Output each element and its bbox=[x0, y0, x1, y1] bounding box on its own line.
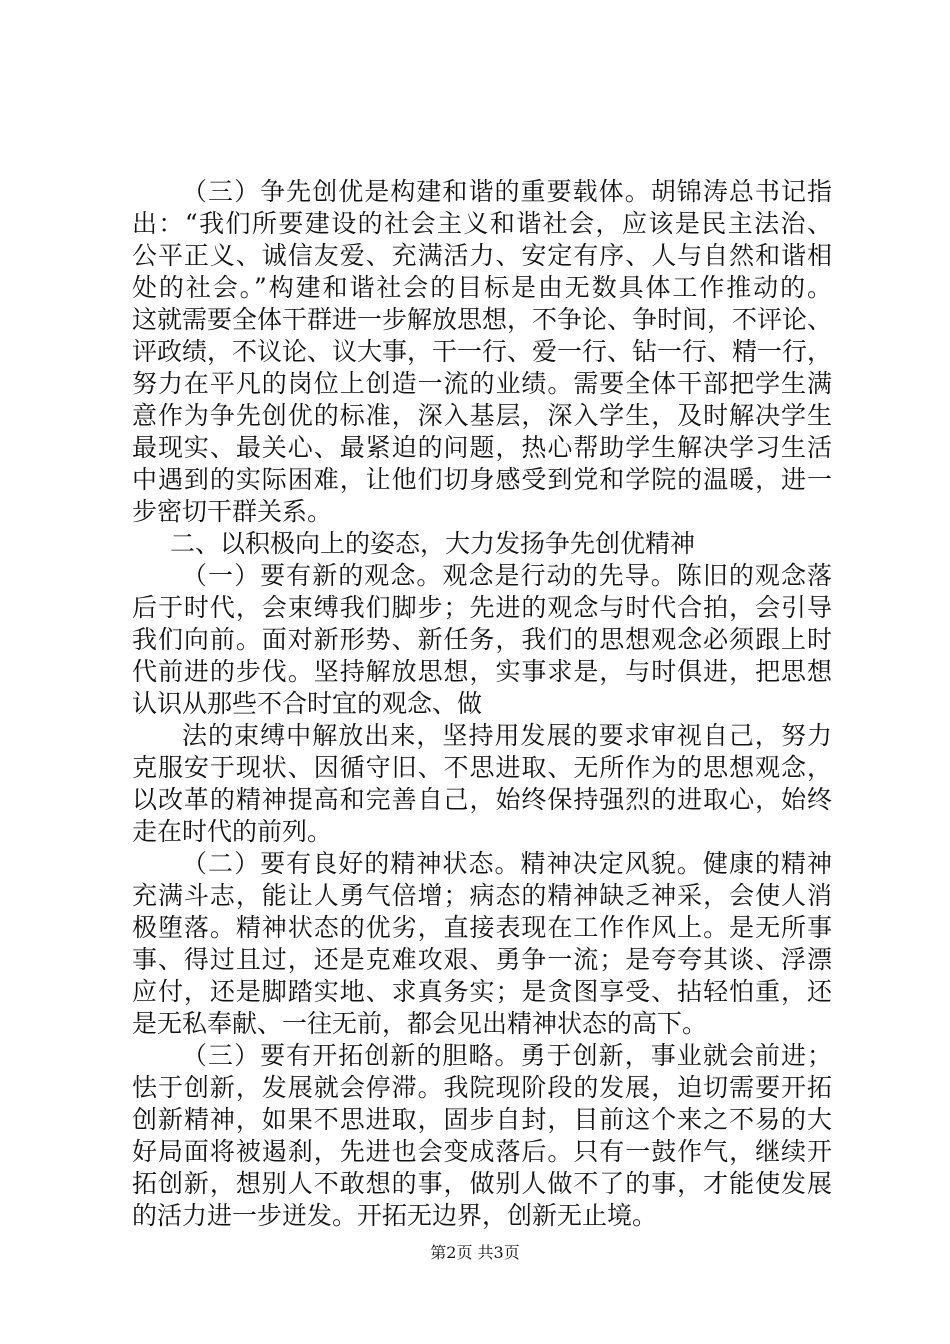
text-line: 处的社会。”构建和谐社会的目标是由无数具体工作推动的。 bbox=[132, 273, 832, 302]
text-line: 意作为争先创优的标准，深入基层，深入学生，及时解决学生 bbox=[132, 401, 832, 430]
text-line: （二）要有良好的精神状态。精神决定风貌。健康的精神 bbox=[182, 849, 832, 878]
text-line: 创新精神，如果不思进取，固步自封，目前这个来之不易的大 bbox=[132, 1105, 832, 1134]
text-line: 法的束缚中解放出来，坚持用发展的要求审视自己，努力 bbox=[182, 721, 832, 750]
text-line: 这就需要全体干群进一步解放思想，不争论、争时间，不评论、 bbox=[132, 305, 833, 334]
text-line: 克服安于现状、因循守旧、不思进取、无所作为的思想观念， bbox=[132, 753, 832, 782]
text-line: 好局面将被遏刹，先进也会变成落后。只有一鼓作气，继续开 bbox=[132, 1137, 832, 1166]
text-line: 最现实、最关心、最紧迫的问题，热心帮助学生解决学习生活 bbox=[132, 433, 832, 462]
text-line: 后于时代，会束缚我们脚步；先进的观念与时代合拍，会引导 bbox=[132, 593, 832, 622]
text-line: 应付，还是脚踏实地、求真务实；是贪图享受、拈轻怕重，还 bbox=[132, 977, 832, 1006]
text-line: 以改革的精神提高和完善自己，始终保持强烈的进取心，始终 bbox=[132, 785, 832, 814]
text-line: 充满斗志，能让人勇气倍增；病态的精神缺乏神采，会使人消 bbox=[132, 881, 832, 910]
text-line: 出：“我们所要建设的社会主义和谐社会，应该是民主法治、 bbox=[132, 209, 832, 238]
text-line: 事、得过且过，还是克难攻艰、勇争一流；是夸夸其谈、浮漂 bbox=[132, 945, 832, 974]
text-line: 代前进的步伐。坚持解放思想，实事求是，与时俱进，把思想 bbox=[132, 657, 832, 686]
text-line: 拓创新，想别人不敢想的事，做别人做不了的事，才能使发展 bbox=[132, 1169, 832, 1198]
page-number-footer: 第2页 共3页 bbox=[430, 1243, 520, 1262]
text-line: 公平正义、诚信友爱、充满活力、安定有序、人与自然和谐相 bbox=[132, 241, 832, 270]
text-line: 二、以积极向上的姿态，大力发扬争先创优精神 bbox=[170, 529, 696, 558]
text-line: 评政绩，不议论、议大事，干一行、爱一行、钻一行、精一行， bbox=[132, 337, 833, 366]
text-line: 怯于创新，发展就会停滞。我院现阶段的发展，迫切需要开拓 bbox=[132, 1073, 832, 1102]
text-line: （一）要有新的观念。观念是行动的先导。陈旧的观念落 bbox=[182, 561, 832, 590]
text-line: 中遇到的实际困难，让他们切身感受到党和学院的温暖，进一 bbox=[132, 465, 832, 494]
text-line: 认识从那些不合时宜的观念、做 bbox=[132, 689, 483, 718]
text-line: 极堕落。精神状态的优劣，直接表现在工作作风上。是无所事 bbox=[132, 913, 832, 942]
text-line: 努力在平凡的岗位上创造一流的业绩。需要全体干部把学生满 bbox=[132, 369, 832, 398]
text-line: （三）要有开拓创新的胆略。勇于创新，事业就会前进； bbox=[182, 1041, 832, 1070]
text-line: 走在时代的前列。 bbox=[132, 817, 333, 846]
text-line: 我们向前。面对新形势、新任务，我们的思想观念必须跟上时 bbox=[132, 625, 832, 654]
document-body bbox=[132, 176, 832, 1232]
text-line: 的活力进一步迸发。开拓无边界，创新无止境。 bbox=[132, 1201, 658, 1230]
text-line: 是无私奉献、一往无前，都会见出精神状态的高下。 bbox=[132, 1009, 708, 1038]
text-line: （三）争先创优是构建和谐的重要载体。胡锦涛总书记指 bbox=[182, 177, 832, 206]
text-line: 步密切干群关系。 bbox=[132, 497, 333, 526]
